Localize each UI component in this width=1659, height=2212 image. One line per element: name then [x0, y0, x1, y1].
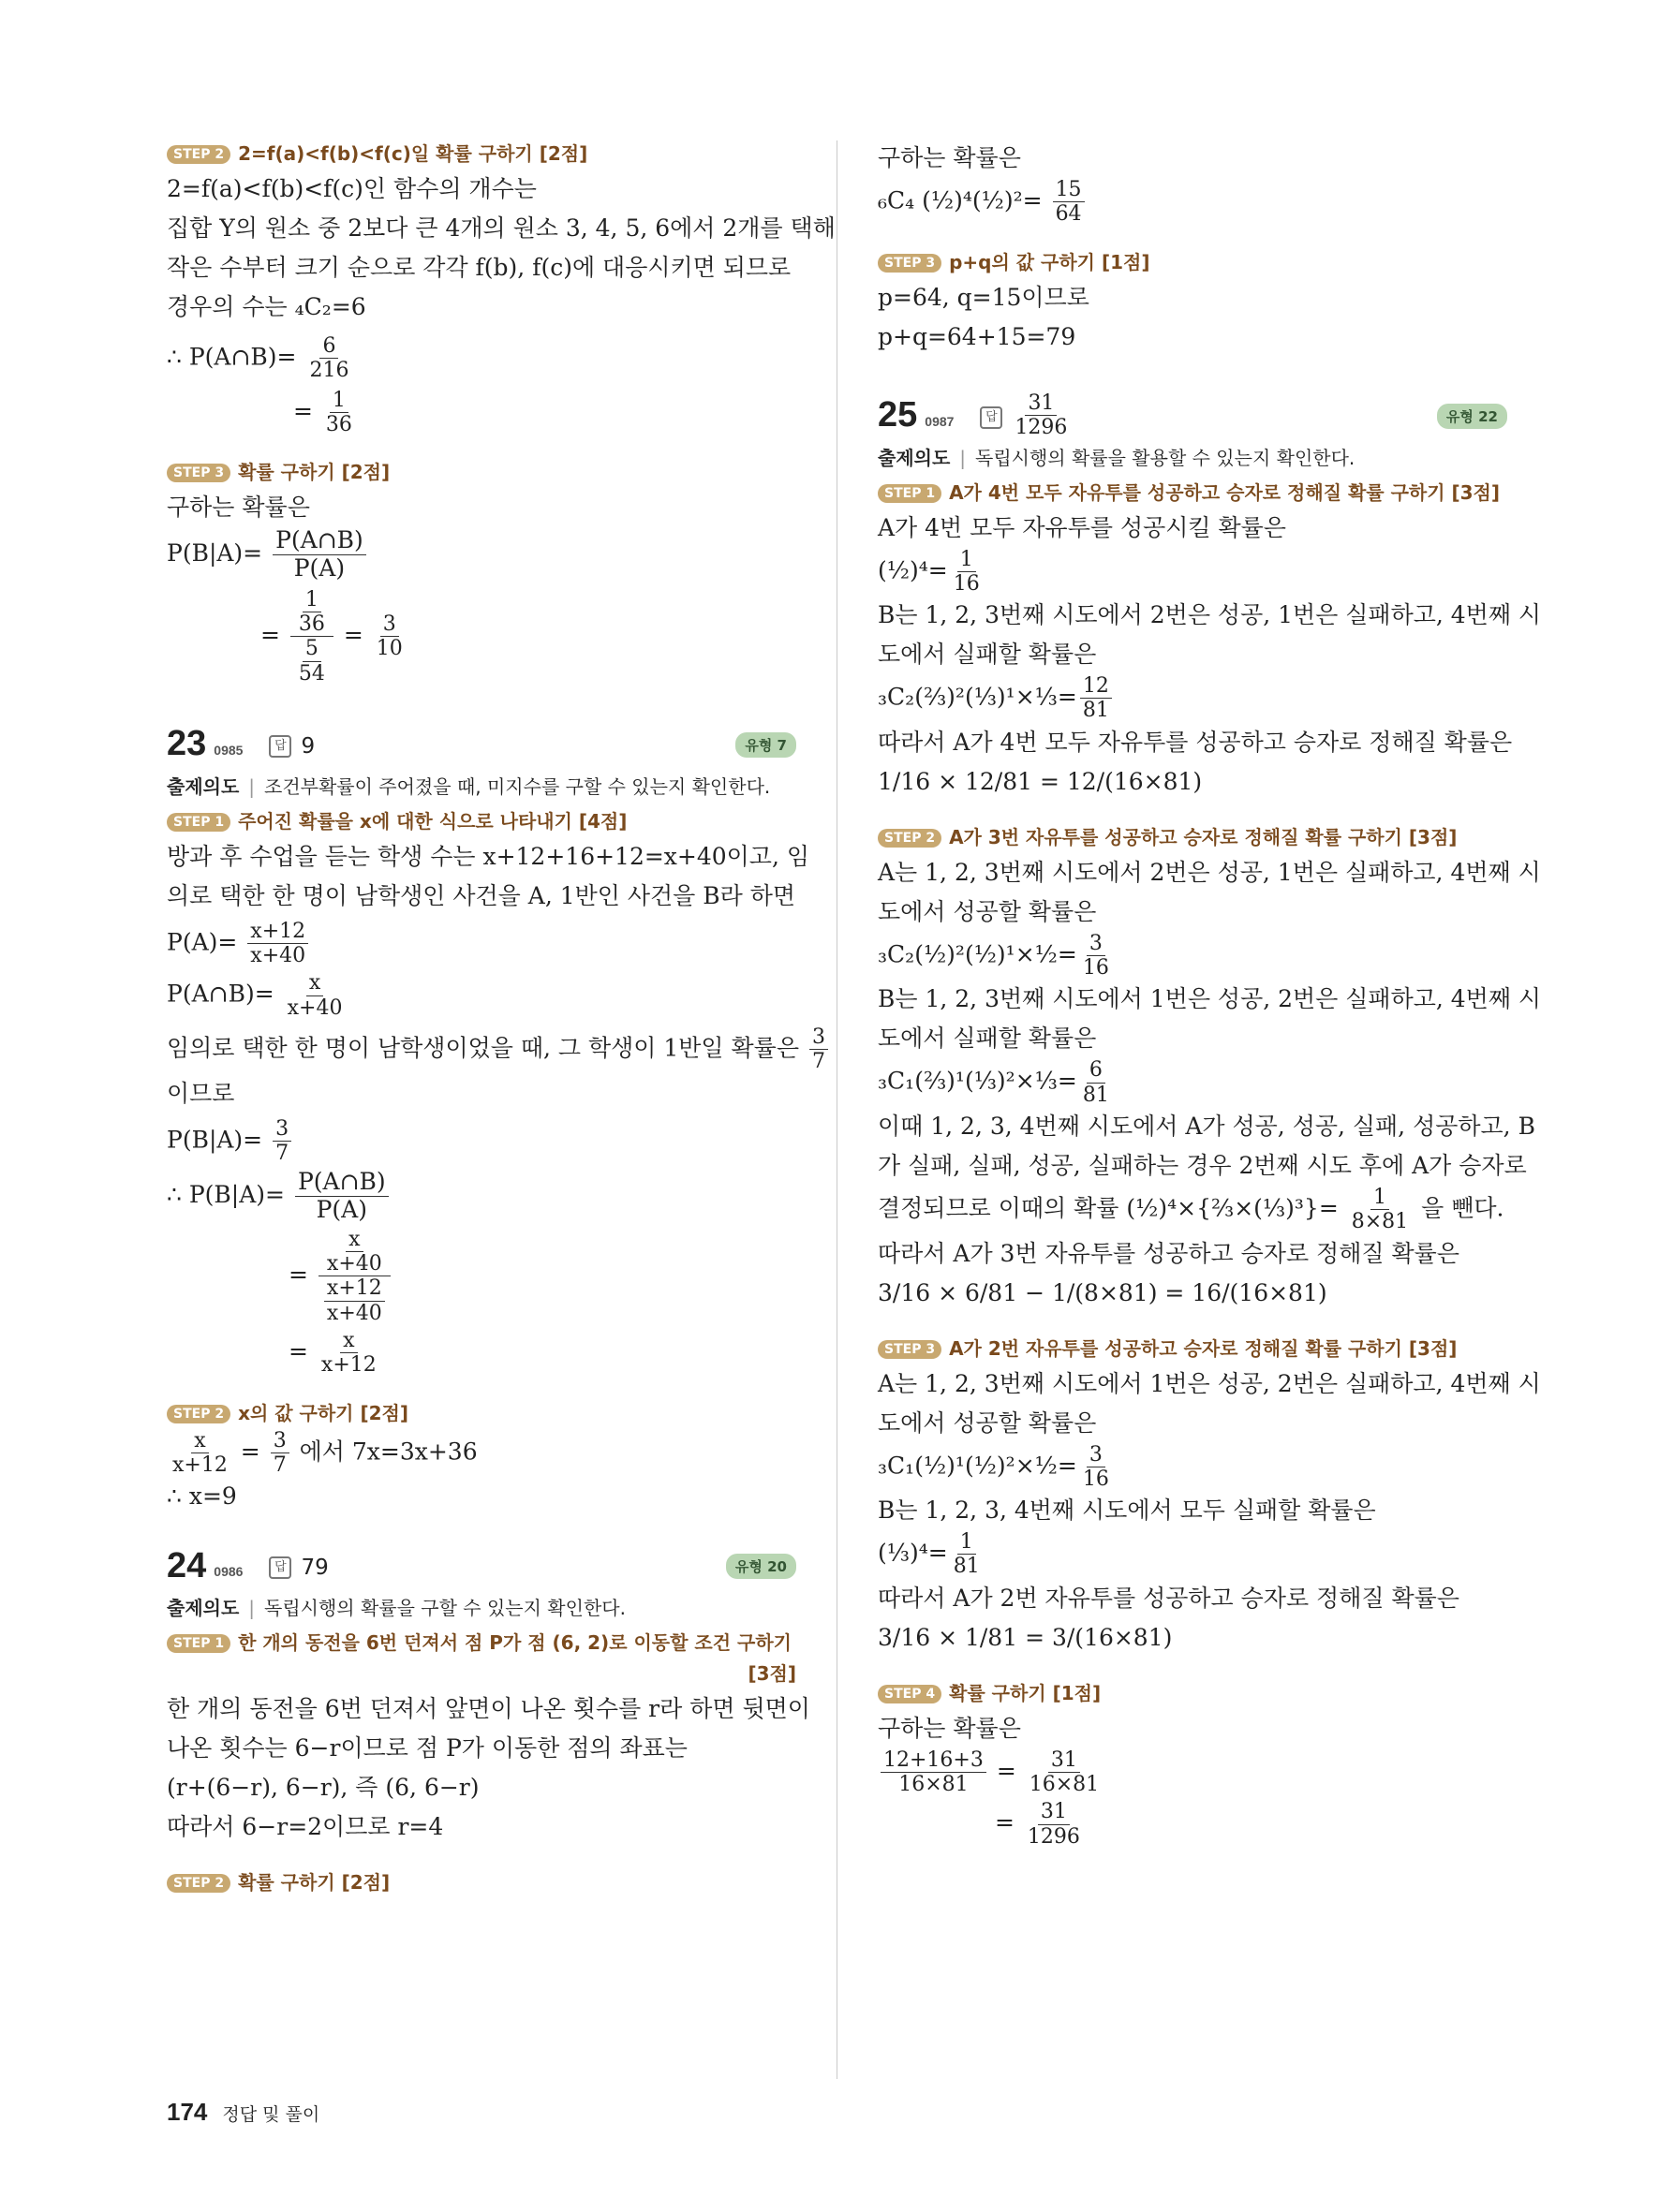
text-line: A가 4번 모두 자유투를 성공시킬 확률은 — [878, 513, 1286, 541]
equation: (⅓)⁴= $\frac{1}{81}$ — [878, 1530, 1507, 1579]
text-line: 방과 후 수업을 듣는 학생 수는 x+12+16+12=x+40이고, 임 — [167, 842, 810, 870]
text-line: 따라서 A가 4번 모두 자유투를 성공하고 승자로 정해질 확률은 — [878, 728, 1513, 756]
fraction: $\frac{3}{16}$ — [1082, 931, 1109, 981]
page-footer — [167, 2098, 319, 2127]
text-line: 구하는 확률은 — [878, 144, 1021, 171]
text-line: p=64, q=15이므로 — [878, 283, 1089, 311]
fraction: $\frac{3}{7}$ — [809, 1025, 828, 1074]
text-line: 도에서 실패할 확률은 — [878, 1025, 1097, 1053]
step-badge: STEP 2 — [167, 1405, 230, 1423]
fraction: $\frac{1}{16}$ — [953, 547, 980, 596]
text-line: 도에서 성공할 확률은 — [878, 897, 1097, 925]
step-badge: STEP 2 — [167, 1874, 230, 1893]
step-badge: STEP 2 — [878, 829, 941, 848]
right-column — [878, 139, 1542, 1849]
equation: = $\frac{\frac{1}{36}}{\frac{5}{54}}$ = $\frac{3}{10}$ — [167, 588, 796, 686]
step-heading: STEP 1 A가 4번 모두 자유투를 성공하고 승자로 정해질 확률 구하기 [3점] — [878, 478, 1507, 505]
equation: ₃C₁(⅔)¹(⅓)²×⅓= $\frac{6}{81}$ — [878, 1058, 1507, 1107]
intent-line: 출제의도 | 독립시행의 확률을 활용할 수 있는지 확인한다. — [878, 446, 1355, 469]
step-heading: STEP 2 확률 구하기 [2점] — [167, 1867, 796, 1895]
text-line: 가 실패, 실패, 성공, 실패하는 경우 2번째 시도 후에 A가 승자로 — [878, 1151, 1527, 1179]
step-points: [3점] — [748, 1662, 796, 1686]
intent-line: 출제의도 | 조건부확률이 주어졌을 때, 미지수를 구할 수 있는지 확인한다. — [167, 774, 771, 798]
fraction: $\frac{31}{1296}$ — [1027, 1800, 1080, 1849]
equation: = $\frac{x}{x+12}$ — [167, 1329, 796, 1378]
fraction: $\frac{12+16+3}{16\times 81}$ — [881, 1748, 986, 1797]
fraction: $\frac{6}{216}$ — [309, 334, 349, 383]
step-badge: STEP 1 — [167, 1634, 230, 1653]
text-line: 결정되므로 이때의 확률 (½)⁴×{⅔×(⅓)³}= $\frac{1}{8\times 81}$ 을 뺀다. — [878, 1185, 1504, 1234]
answer-icon: 답 — [980, 406, 1002, 429]
text-line: ∴ x=9 — [167, 1482, 237, 1511]
fraction: $\frac{31}{16\times 81}$ — [1029, 1747, 1100, 1797]
equation: ∴ P(A∩B)= $\frac{6}{216}$ — [167, 334, 796, 383]
text-line: A는 1, 2, 3번째 시도에서 1번은 성공, 2번은 실패하고, 4번째 시 — [878, 1369, 1541, 1397]
fraction: $\frac{12}{81}$ — [1080, 674, 1112, 723]
problem-header — [878, 391, 1507, 440]
step-heading: STEP 4 확률 구하기 [1점] — [878, 1678, 1507, 1705]
intent-line: 출제의도 | 독립시행의 확률을 구할 수 있는지 확인한다. — [167, 1597, 626, 1620]
step-badge: STEP 3 — [878, 254, 941, 273]
equation: (½)⁴= $\frac{1}{16}$ — [878, 548, 1507, 597]
problem-number: 25 — [878, 395, 918, 435]
problem-code: 0985 — [214, 742, 244, 758]
fraction: $\frac{P(A\cap B)}{P(A)}$ — [273, 527, 366, 582]
text-line: 의로 택한 한 명이 남학생인 사건을 A, 1반인 사건을 B라 하면 — [167, 881, 796, 909]
fraction: $\frac{1}{8\times 81}$ — [1351, 1185, 1409, 1234]
text-line: 따라서 A가 2번 자유투를 성공하고 승자로 정해질 확률은 — [878, 1584, 1459, 1612]
left-column — [167, 139, 836, 1898]
problem-number: 24 — [167, 1545, 207, 1585]
text-line: B는 1, 2, 3번째 시도에서 1번은 성공, 2번은 실패하고, 4번째 시 — [878, 985, 1542, 1013]
equation: = $\frac{\frac{x}{x+40}}{\frac{x+12}{x+40}}$ — [167, 1228, 796, 1325]
problem-header — [167, 723, 796, 766]
equation: P(A∩B)= $\frac{x}{x+40}$ — [167, 971, 796, 1020]
problem-number: 23 — [167, 724, 207, 764]
step-badge: STEP 1 — [878, 484, 941, 503]
step-heading: STEP 2 2=f(a)<f(b)<f(c)일 확률 구하기 [2점] — [167, 139, 796, 166]
problem-code: 0986 — [214, 1564, 244, 1580]
fraction: $\frac{x}{x+12}$ — [172, 1428, 228, 1477]
step-heading: STEP 2 A가 3번 자유투를 성공하고 승자로 정해질 확률 구하기 [3점] — [878, 822, 1507, 849]
type-badge: 유형 20 — [726, 1554, 796, 1579]
fraction: $\frac{3}{16}$ — [1082, 1442, 1109, 1491]
compound-fraction: $\frac{\frac{1}{36}}{\frac{5}{54}}$ — [290, 588, 333, 686]
step-heading: STEP 3 확률 구하기 [2점] — [167, 457, 796, 484]
text-line: 한 개의 동전을 6번 던져서 앞면이 나온 횟수를 r라 하면 뒷면이 — [167, 1695, 810, 1723]
equation: P(B|A)= $\frac{P(A\cap B)}{P(A)}$ — [167, 527, 796, 582]
text-line: 구하는 확률은 — [878, 1714, 1021, 1742]
text-line: 작은 수부터 크기 순으로 각각 f(b), f(c)에 대응시키면 되므로 — [167, 254, 792, 281]
text-line: 따라서 6−r=2이므로 r=4 — [167, 1813, 444, 1841]
step-badge: STEP 3 — [167, 464, 230, 482]
equation: = $\frac{31}{1296}$ — [878, 1800, 1507, 1849]
text-line: B는 1, 2, 3, 4번째 시도에서 모두 실패할 확률은 — [878, 1497, 1376, 1525]
equation: P(B|A)= $\frac{3}{7}$ — [167, 1117, 796, 1166]
step-badge: STEP 1 — [167, 813, 230, 832]
equation: ₃C₂(⅔)²(⅓)¹×⅓= $\frac{12}{81}$ — [878, 674, 1507, 723]
step-heading: STEP 3 p+q의 값 구하기 [1점] — [878, 247, 1507, 274]
text-line: (r+(6−r), 6−r), 즉 (6, 6−r) — [167, 1774, 480, 1802]
equation: $\frac{12+16+3}{16\times 81}$ = $\frac{31}{16\times 81}$ — [878, 1748, 1507, 1797]
fraction: $\frac{15}{64}$ — [1053, 178, 1085, 227]
step-badge: STEP 4 — [878, 1685, 941, 1703]
problem-code: 0987 — [925, 413, 955, 429]
step-heading: STEP 1 주어진 확률을 x에 대한 식으로 나타내기 [4점] — [167, 806, 796, 833]
text-line: 구하는 확률은 — [167, 494, 310, 522]
text-line: 도에서 성공할 확률은 — [878, 1408, 1097, 1437]
answer-value: 9 — [301, 733, 316, 759]
fraction: $\frac{3}{7}$ — [273, 1117, 291, 1166]
fraction: $\frac{x}{x+40}$ — [287, 971, 343, 1020]
text-line: A는 1, 2, 3번째 시도에서 2번은 성공, 1번은 실패하고, 4번째 시 — [878, 858, 1541, 886]
fraction: $\frac{1}{36}$ — [325, 388, 352, 436]
fraction: $\frac{P(A\cap B)}{P(A)}$ — [295, 1169, 389, 1224]
compound-fraction: $\frac{\frac{x}{x+40}}{\frac{x+12}{x+40}}$ — [318, 1228, 391, 1325]
step-badge: STEP 3 — [878, 1340, 941, 1359]
fraction: $\frac{6}{81}$ — [1082, 1058, 1109, 1107]
fraction: $\frac{1}{81}$ — [953, 1530, 980, 1579]
equation: 3/16 × 6/81 − 1/(8×81) = 16/(16×81) — [878, 1278, 1327, 1306]
answer-fraction: $\frac{31}{1296}$ — [1015, 391, 1068, 440]
text-line: 이때 1, 2, 3, 4번째 시도에서 A가 성공, 성공, 실패, 성공하고, B — [878, 1112, 1535, 1140]
text-line: 이므로 — [167, 1079, 235, 1107]
equation: ₆C₄ (½)⁴(½)²= $\frac{15}{64}$ — [878, 178, 1507, 227]
answer-icon: 답 — [269, 735, 291, 758]
text-line: 나온 횟수는 6−r이므로 점 P가 이동한 점의 좌표는 — [167, 1734, 688, 1762]
answer-icon: 답 — [269, 1556, 291, 1579]
text-line: 경우의 수는 ₄C₂=6 — [167, 293, 366, 320]
equation: ₃C₂(½)²(½)¹×½= $\frac{3}{16}$ — [878, 932, 1507, 981]
text-line: p+q=64+15=79 — [878, 322, 1076, 350]
text-line: 집합 Y의 원소 중 2보다 큰 4개의 원소 3, 4, 5, 6에서 2개를 택해 — [167, 214, 836, 242]
type-badge: 유형 22 — [1437, 404, 1507, 429]
text-line: 임의로 택한 한 명이 남학생이었을 때, 그 학생이 1반일 확률은 $\frac{3}{7}$ — [167, 1025, 796, 1074]
text-line: 따라서 A가 3번 자유투를 성공하고 승자로 정해질 확률은 — [878, 1239, 1459, 1267]
equation: = $\frac{1}{36}$ — [167, 389, 796, 437]
fraction: $\frac{x}{x+12}$ — [320, 1328, 377, 1378]
page-number: 174 — [167, 2098, 208, 2126]
text-line: 도에서 실패할 확률은 — [878, 641, 1097, 669]
step-heading: STEP 2 x의 값 구하기 [2점] — [167, 1398, 796, 1425]
footer-title: 정답 및 풀이 — [222, 2104, 320, 2125]
equation: 1/16 × 12/81 = 12/(16×81) — [878, 767, 1203, 795]
step-heading: STEP 1 한 개의 동전을 6번 던져서 점 P가 점 (6, 2)로 이동할 조건 구하기 — [167, 1628, 796, 1655]
fraction: $\frac{x+12}{x+40}$ — [247, 920, 308, 968]
equation: ₃C₁(½)¹(½)²×½= $\frac{3}{16}$ — [878, 1443, 1507, 1492]
text-line: B는 1, 2, 3번째 시도에서 2번은 성공, 1번은 실패하고, 4번째 시 — [878, 601, 1542, 629]
problem-header — [167, 1544, 796, 1587]
fraction: $\frac{3}{10}$ — [376, 612, 403, 661]
text-line: 2=f(a)<f(b)<f(c)인 함수의 개수는 — [167, 175, 537, 202]
step-badge: STEP 2 — [167, 145, 230, 164]
equation: ∴ P(B|A)= $\frac{P(A\cap B)}{P(A)}$ — [167, 1169, 796, 1224]
equation: 3/16 × 1/81 = 3/(16×81) — [878, 1623, 1173, 1651]
type-badge: 유형 7 — [735, 732, 796, 758]
answer-value: 79 — [301, 1556, 329, 1581]
equation: $\frac{x}{x+12}$ = $\frac{3}{7}$ 에서 7x=3x+36 — [167, 1429, 796, 1478]
fraction: $\frac{3}{7}$ — [271, 1429, 289, 1478]
step-heading: STEP 3 A가 2번 자유투를 성공하고 승자로 정해질 확률 구하기 [3점] — [878, 1334, 1507, 1361]
equation: P(A)= $\frac{x+12}{x+40}$ — [167, 920, 796, 968]
